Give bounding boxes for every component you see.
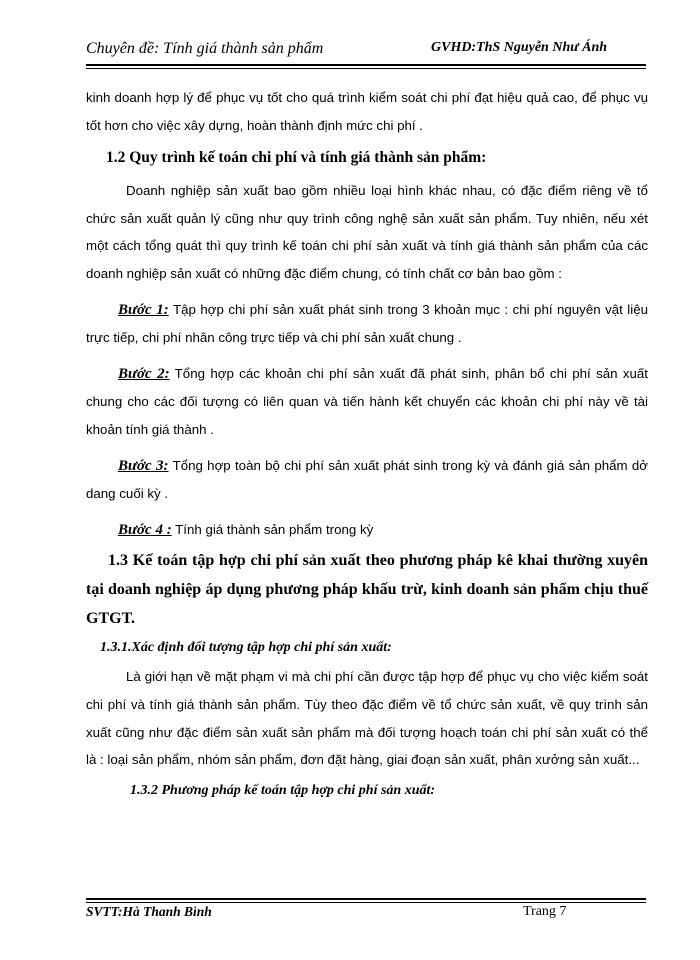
page-header	[86, 40, 648, 64]
page-footer	[86, 904, 648, 926]
step-2	[86, 360, 648, 444]
step-2-label: Bước 2:	[118, 365, 170, 382]
step-4-text: Tính giá thành sản phẩm trong kỳ	[171, 521, 374, 537]
step-3	[86, 452, 648, 508]
step-4-label: Bước 4 :	[118, 521, 172, 538]
header-advisor: GVHD:ThS Nguyễn Như Ánh	[431, 40, 608, 55]
paragraph-1-3-1: Là giới hạn về mặt phạm vi mà chi phí cần được tập hợp để phục vụ cho việc kiểm soát chi phí và tính giá thành sản phẩm. Tùy theo đặc điểm về tổ chức sản xuất, về quy trình sản xuất cũng như đặc điểm sản xuất sản phẩm mà đối tượng hoạch toán chi phí sản xuất có thể là : loại sản phẩm, nhóm sản phẩm, đơn đặt hàng, giai đoạn sản xuất, phân xưởng sản xuất...	[86, 669, 648, 768]
footer-student: SVTT:Hà Thanh Bình	[86, 904, 212, 919]
intro-paragraph: kinh doanh hợp lý để phục vụ tốt cho quá trình kiểm soát chi phí đạt hiệu quả cao, để phục vụ tốt hơn cho việc xây dựng, hoàn thành định mức chi phí .	[86, 90, 648, 133]
step-2-text: Tổng hợp các khoản chi phí sản xuất đã phát sinh, phân bổ chi phí sản xuất chung cho các đối tượng có liên quan và tiến hành kết chuyển các khoản chi phí này về tài khoản tính giá thành .	[86, 365, 648, 437]
step-1-label: Bước 1:	[118, 301, 169, 318]
heading-1-3: 1.3 Kế toán tập hợp chi phí sản xuất theo phương pháp kê khai thường xuyên tại doanh nghiệp áp dụng phương pháp khấu trừ, kinh doanh sản phẩm chịu thuế GTGT.	[86, 552, 648, 628]
step-1-text: Tập hợp chi phí sản xuất phát sinh trong 3 khoản mục : chi phí nguyên vật liệu trực tiếp, chi phí nhân công trực tiếp và chi phí sản xuất chung .	[86, 301, 649, 346]
step-4	[86, 516, 648, 545]
step-3-label: Bước 3:	[118, 457, 169, 474]
header-rule	[86, 64, 646, 69]
heading-1-3-1: 1.3.1.Xác định đối tượng tập hợp chi phí sản xuất:	[100, 640, 392, 656]
heading-1-2: 1.2 Quy trình kế toán chi phí và tính giá thành sản phẩm:	[106, 149, 487, 167]
step-3-text: Tổng hợp toàn bộ chi phí sản xuất phát sinh trong kỳ và đánh giá sản phẩm dở dang cuối kỳ .	[86, 457, 649, 502]
footer-rule	[86, 898, 646, 903]
heading-1-3-2: 1.3.2 Phương pháp kế toán tập hợp chi phí sản xuất:	[130, 782, 436, 798]
header-topic: Chuyên đề: Tính giá thành sản phẩm	[86, 40, 324, 57]
paragraph-1-2: Doanh nghiệp sản xuất bao gồm nhiều loại hình khác nhau, có đặc điểm riêng về tổ chức sản xuất quản lý cũng như quy trình công nghệ sản xuất sản phẩm. Tuy nhiên, nếu xét một cách tổng quát thì quy trình kế toán chi phí sản xuất và tính giá thành sản phẩm của các doanh nghiệp sản xuất có những đặc điểm chung, có tính chất cơ bản bao gồm :	[86, 183, 648, 281]
page-number: Trang 7	[523, 904, 567, 919]
page-body	[86, 84, 648, 806]
step-1	[86, 296, 648, 352]
